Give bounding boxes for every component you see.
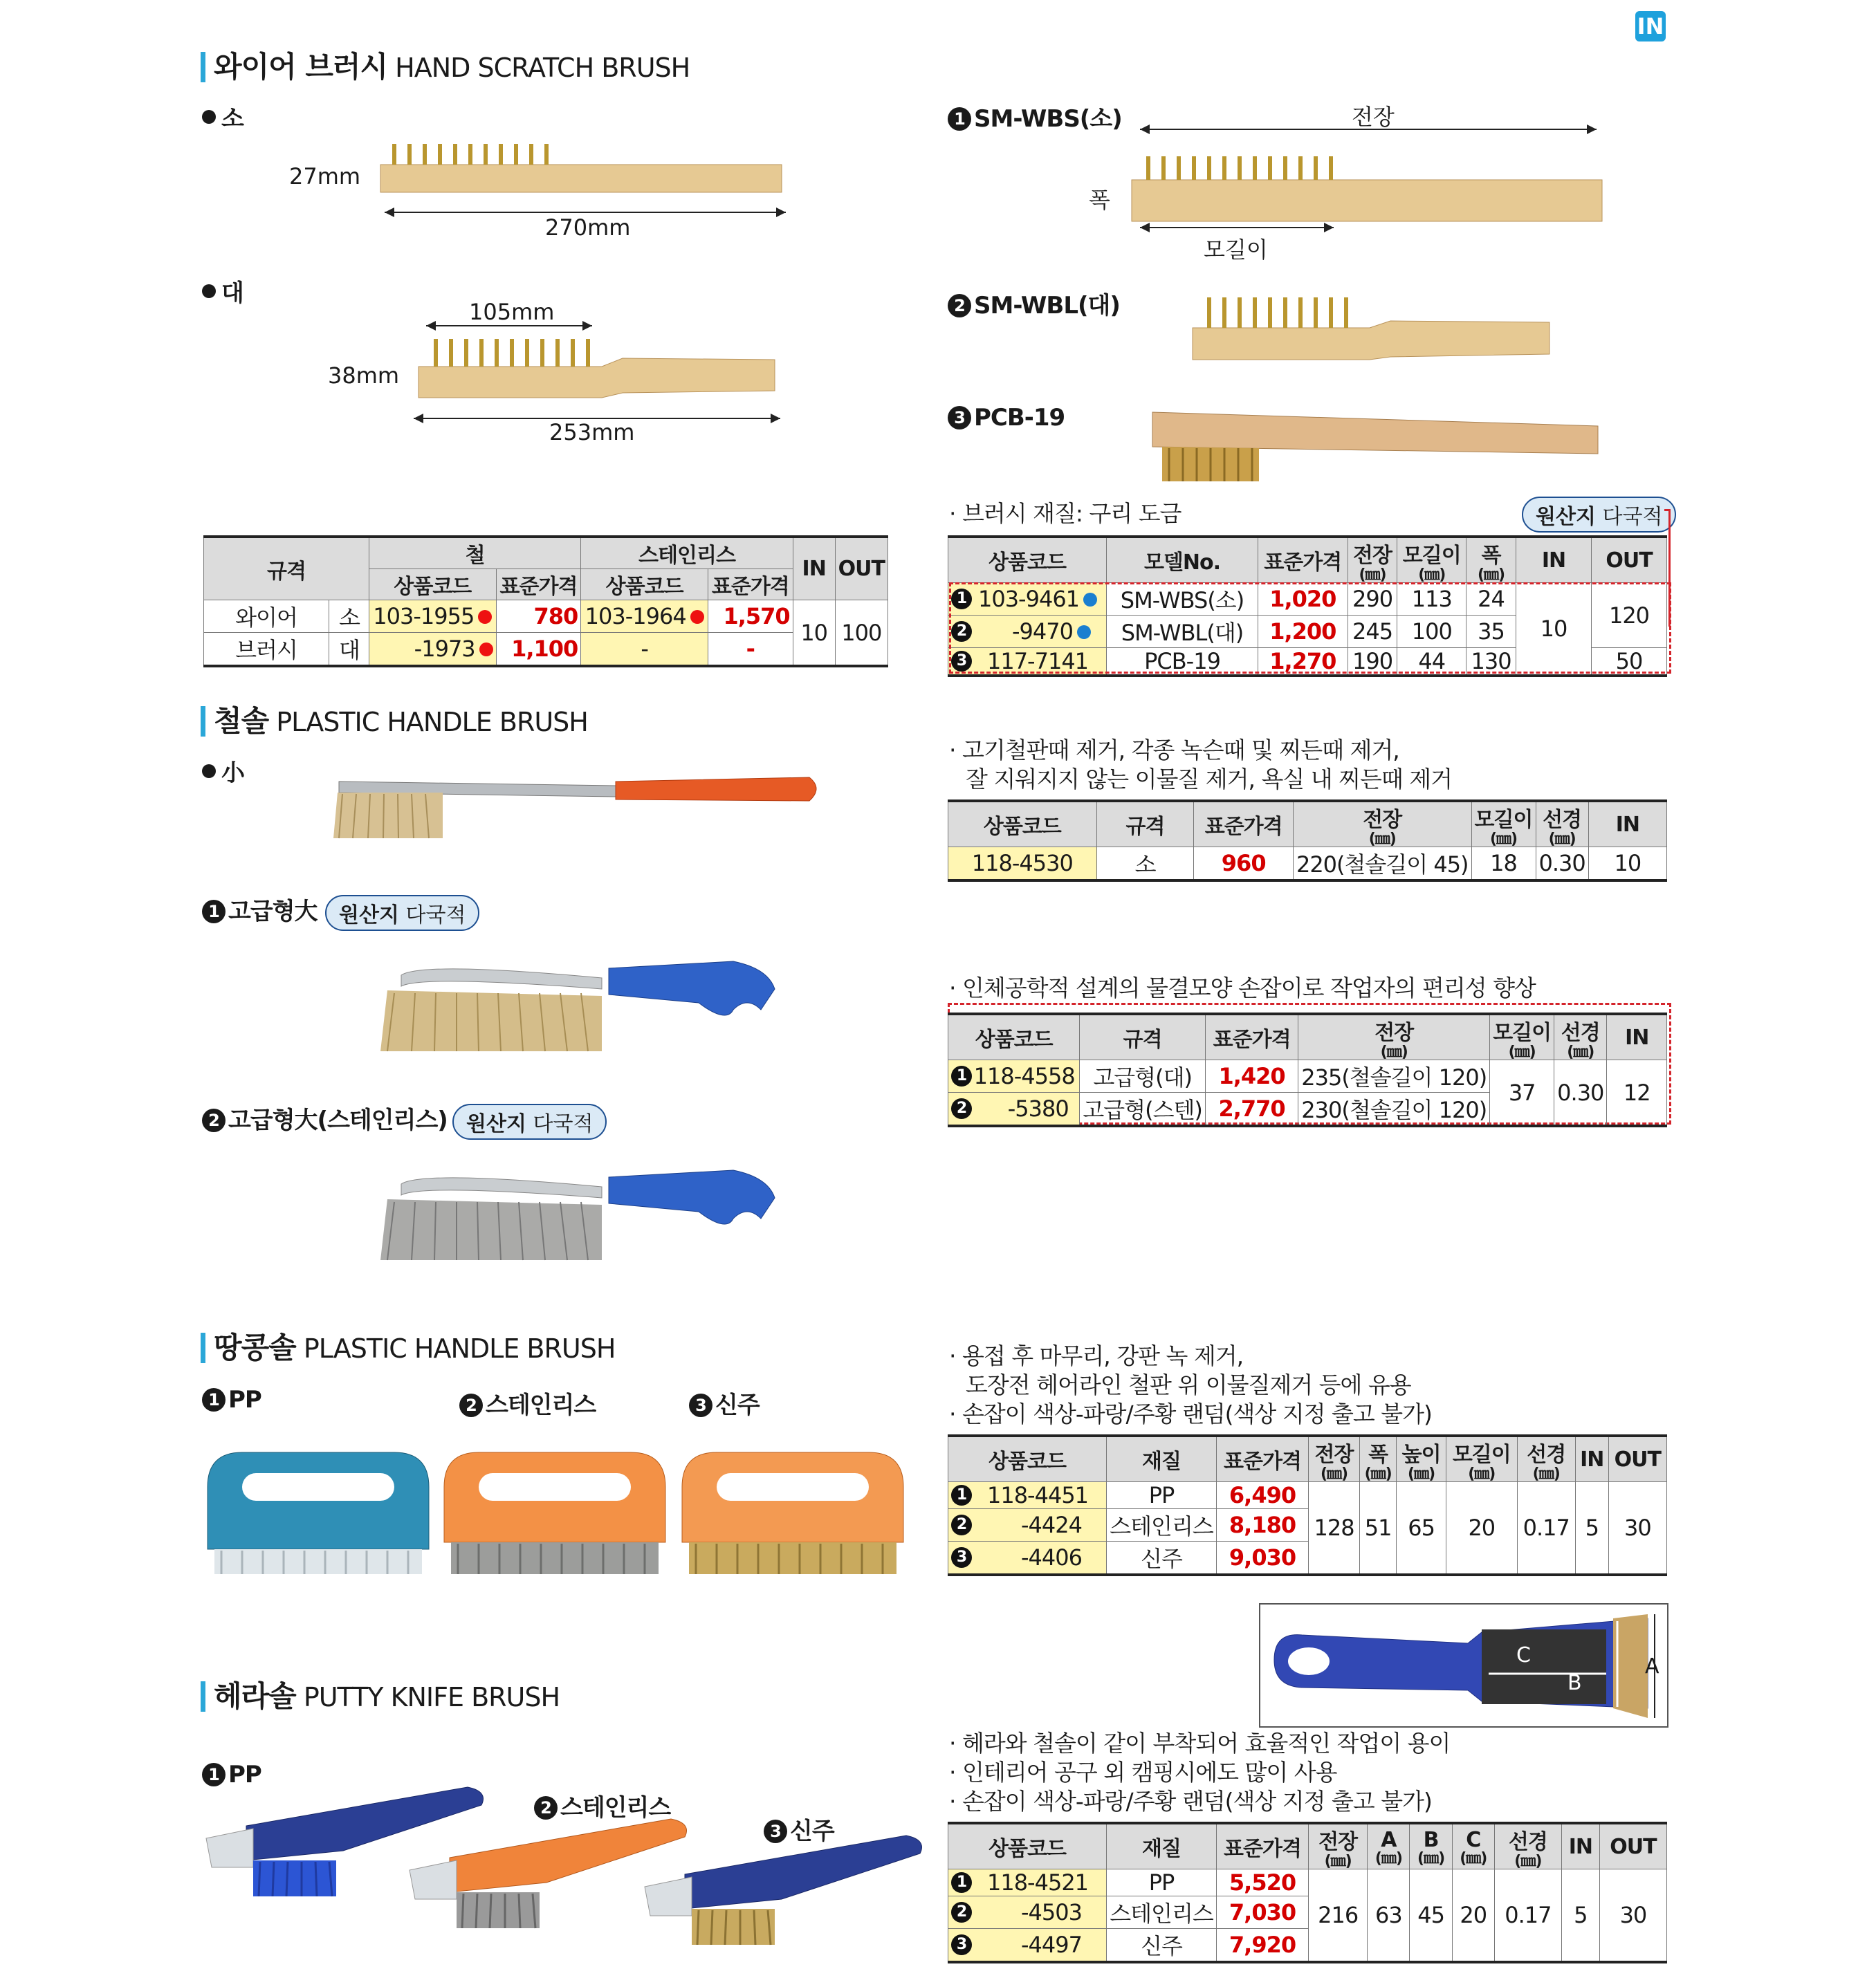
model-label-1: 1 SM-WBS(소) [948, 100, 1122, 133]
pcb-19-image [1148, 405, 1605, 486]
label-large: 대 [202, 274, 243, 308]
price-cell: 1,420 [1205, 1060, 1298, 1093]
price-cell: 9,030 [1217, 1542, 1309, 1575]
wire-cell: 0.30 [1554, 1060, 1607, 1127]
putty-note-3: · 손잡이 색상-파랑/주황 랜덤(색상 지정 출고 불가) [949, 1788, 1432, 1815]
product-name-cell: 와이어 소 [204, 600, 369, 633]
th-spec: 규격 [204, 537, 369, 600]
in-cell: 10 [1588, 847, 1666, 881]
length-cell: 245 [1348, 616, 1397, 648]
red-dot-icon [690, 610, 704, 624]
origin-badge: 원산지 다국적 [325, 895, 479, 931]
section-title-putty-knife-brush: 헤라솔 PUTTY KNIFE BRUSH [201, 1674, 560, 1715]
th-code: 상품코드 [948, 1823, 1107, 1869]
th-code: 상품코드 [948, 1014, 1080, 1060]
origin-badge: 원산지 다국적 [1522, 497, 1676, 533]
code-cell: 118-4530 [948, 847, 1097, 881]
th-in: IN [1607, 1014, 1667, 1060]
code-cell: 103-1964 [581, 600, 708, 633]
wire-cell: 0.17 [1517, 1482, 1575, 1575]
wire-brush-table [203, 535, 888, 667]
material-cell: 신주 [1107, 1929, 1217, 1963]
peanut-note-1: · 용접 후 마무리, 강판 녹 제거, [949, 1342, 1244, 1369]
section-title-plastic-handle-brush: 철솔 PLASTIC HANDLE BRUSH [201, 699, 588, 740]
th-code: 상품코드 [369, 569, 497, 600]
label-small: 小 [202, 754, 244, 788]
th-length: 전장 (㎜) [1309, 1823, 1368, 1869]
in-cell: 5 [1561, 1869, 1599, 1963]
th-in: IN [1575, 1436, 1608, 1482]
th-out: OUT [1608, 1436, 1666, 1482]
th-stainless: 스테인리스 [581, 537, 793, 569]
material-cell: 신주 [1107, 1542, 1217, 1575]
material-cell: PP [1107, 1482, 1217, 1509]
width-cell: 35 [1466, 616, 1516, 648]
th-price: 표준가격 [1205, 1014, 1298, 1060]
steel-brush-small-image [325, 761, 823, 844]
in-badge: IN [1635, 11, 1666, 41]
width-cell: 51 [1360, 1482, 1397, 1575]
model-label-3: 3 PCB-19 [948, 404, 1065, 432]
section-bar [201, 706, 205, 737]
dim-large-brush-width: 105mm [469, 299, 555, 325]
price-cell: 1,020 [1258, 583, 1348, 616]
th-out: OUT [835, 537, 888, 600]
steel-brush-note-1: · 고기철판때 제거, 각종 녹슨때 및 찌든때 제거, [949, 737, 1399, 764]
price-cell: 960 [1194, 847, 1294, 881]
th-price: 표준가격 [708, 569, 793, 600]
material-cell: PP [1107, 1869, 1217, 1896]
spec-cell: 고급형(대) [1080, 1060, 1206, 1093]
code-cell: 1 118-4451 [948, 1482, 1107, 1509]
width-cell: 24 [1466, 583, 1516, 616]
hair-cell: 44 [1397, 648, 1466, 676]
code-cell: -1973 [369, 633, 497, 667]
table-row [948, 1869, 1667, 1896]
price-cell: - [708, 633, 793, 667]
length-cell: 220(철솔길이 45) [1293, 847, 1471, 881]
section-title-ko: 와이어 브러시 [214, 50, 388, 84]
model-cell: SM-WBS(소) [1107, 583, 1258, 616]
th-code: 상품코드 [948, 1436, 1107, 1482]
table-row [948, 1482, 1667, 1509]
putty-brush-brass-image [643, 1833, 934, 1950]
red-dot-icon [479, 643, 493, 656]
product-name-cell: 브러시 대 [204, 633, 369, 667]
th-width: 폭 (㎜) [1466, 537, 1516, 583]
code-cell: - [581, 633, 708, 667]
length-cell: 235(철솔길이 120) [1298, 1060, 1490, 1093]
bullet-dot [202, 284, 216, 298]
code-cell: 1 103-9461 [948, 583, 1107, 616]
dim-label-width: 폭 [1089, 187, 1110, 213]
th-length: 전장 (㎜) [1348, 537, 1397, 583]
label-stainless: 2 스테인리스 [534, 1788, 670, 1822]
premium-brush-brass-image [374, 948, 789, 1065]
th-code: 상품코드 [948, 537, 1107, 583]
highlight-connector [1668, 509, 1671, 627]
putty-note-2: · 인테리어 공구 외 캠핑시에도 많이 사용 [949, 1759, 1337, 1786]
c-cell: 20 [1452, 1869, 1494, 1963]
dim-small-length: 270mm [545, 214, 631, 241]
hair-cell: 113 [1397, 583, 1466, 616]
bullet-dot [202, 764, 216, 778]
price-cell: 1,570 [708, 600, 793, 633]
peanut-brush-pp-image [201, 1445, 436, 1577]
dim-label-hair: 모길이 [1204, 237, 1268, 263]
th-length: 전장 (㎜) [1309, 1436, 1360, 1482]
dim-small-height: 27mm [289, 163, 361, 190]
table-row [204, 633, 888, 667]
code-cell: 3 -4406 [948, 1542, 1107, 1575]
spec-cell: 소 [1096, 847, 1194, 881]
th-length: 전장 (㎜) [1298, 1014, 1490, 1060]
diagram-label-a: A [1645, 1654, 1659, 1679]
dim-label-length: 전장 [1352, 104, 1395, 130]
label-brass: 3 신주 [689, 1386, 760, 1420]
section-title-en: HAND SCRATCH BRUSH [395, 53, 690, 83]
steel-brush-note-2: 잘 지워지지 않는 이물질 제거, 욕실 내 찌든때 제거 [966, 766, 1452, 793]
material-note: · 브러시 재질: 구리 도금 [949, 500, 1181, 527]
th-spec: 규격 [1080, 1014, 1206, 1060]
putty-brush-table [948, 1822, 1667, 1963]
price-cell: 7,920 [1217, 1929, 1309, 1963]
price-cell: 6,490 [1217, 1482, 1309, 1509]
bullet-dot [202, 110, 216, 124]
price-cell: 1,270 [1258, 648, 1348, 676]
price-cell: 2,770 [1205, 1093, 1298, 1127]
code-cell: 1 118-4558 [948, 1060, 1080, 1093]
th-spec: 규격 [1096, 801, 1194, 847]
hair-cell: 37 [1490, 1060, 1554, 1127]
dim-large-height: 38mm [328, 362, 400, 389]
ergonomic-note: · 인체공학적 설계의 물결모양 손잡이로 작업자의 편리성 향상 [949, 974, 1536, 1001]
th-height: 높이 (㎜) [1397, 1436, 1446, 1482]
putty-brush-diagram-image [1260, 1605, 1667, 1726]
label-premium-large: 1 고급형大 [202, 892, 318, 926]
peanut-note-3: · 손잡이 색상-파랑/주황 랜덤(색상 지정 출고 불가) [949, 1401, 1432, 1427]
diagram-label-b: B [1567, 1671, 1582, 1695]
sm-wbl-image [1190, 290, 1556, 362]
th-price: 표준가격 [496, 569, 581, 600]
section-bar [201, 52, 205, 82]
th-a: A (㎜) [1368, 1823, 1410, 1869]
model-cell: PCB-19 [1107, 648, 1258, 676]
peanut-note-2: 도장전 헤어라인 철판 위 이물질제거 등에 유용 [966, 1371, 1411, 1398]
code-cell: 3 117-7141 [948, 648, 1107, 676]
th-model: 모델No. [1107, 537, 1258, 583]
model-cell: SM-WBL(대) [1107, 616, 1258, 648]
wire-cell: 0.17 [1494, 1869, 1561, 1963]
putty-brush-diagram [1259, 1603, 1668, 1728]
price-cell: 1,200 [1258, 616, 1348, 648]
label-premium-stainless: 2 고급형大(스테인리스) [202, 1101, 448, 1135]
code-cell: 103-1955 [369, 600, 497, 633]
dim-large-length: 253mm [549, 419, 635, 445]
th-price: 표준가격 [1194, 801, 1294, 847]
premium-brush-table [948, 1013, 1667, 1127]
label-pp: 1 PP [202, 1761, 261, 1788]
th-hair: 모길이 (㎜) [1397, 537, 1466, 583]
in-cell: 10 [1516, 583, 1592, 676]
label-pp: 1 PP [202, 1386, 261, 1414]
in-cell: 12 [1607, 1060, 1667, 1127]
price-cell: 5,520 [1217, 1869, 1309, 1896]
length-cell: 230(철솔길이 120) [1298, 1093, 1490, 1127]
th-hair: 모길이 (㎜) [1446, 1436, 1517, 1482]
in-cell: 10 [793, 600, 835, 667]
section-title-peanut-brush: 땅콩솔 PLASTIC HANDLE BRUSH [201, 1325, 615, 1367]
th-in: IN [1561, 1823, 1599, 1869]
dim-arrow [426, 325, 592, 326]
code-cell: 2 -4503 [948, 1896, 1107, 1929]
length-cell: 128 [1309, 1482, 1360, 1575]
out-cell: 50 [1592, 648, 1667, 676]
th-b: B (㎜) [1410, 1823, 1452, 1869]
table-row [948, 1060, 1667, 1093]
a-cell: 63 [1368, 1869, 1410, 1963]
price-cell: 780 [496, 600, 581, 633]
out-cell: 100 [835, 600, 888, 667]
th-in: IN [1588, 801, 1666, 847]
label-brass: 3 신주 [764, 1812, 834, 1846]
peanut-brush-brass-image [675, 1445, 910, 1577]
th-out: OUT [1592, 537, 1667, 583]
th-code: 상품코드 [948, 801, 1097, 847]
wire-brush-large-image [415, 332, 782, 401]
peanut-brush-stainless-image [437, 1445, 672, 1577]
section-title-wire-brush [201, 44, 690, 86]
th-length: 전장 (㎜) [1293, 801, 1471, 847]
out-cell: 120 [1592, 583, 1667, 648]
th-price: 표준가격 [1217, 1436, 1309, 1482]
putty-note-1: · 헤라와 철솔이 같이 부착되어 효율적인 작업이 용이 [949, 1730, 1451, 1757]
height-cell: 65 [1397, 1482, 1446, 1575]
th-out: OUT [1599, 1823, 1666, 1869]
price-cell: 1,100 [496, 633, 581, 667]
table-row [948, 847, 1667, 881]
th-wire: 선경 (㎜) [1536, 801, 1588, 847]
origin-badge: 원산지 다국적 [452, 1104, 607, 1140]
th-wire: 선경 (㎜) [1494, 1823, 1561, 1869]
peanut-brush-table [948, 1434, 1667, 1576]
table-row [204, 600, 888, 633]
th-wire: 선경 (㎜) [1554, 1014, 1607, 1060]
code-cell: 2 -9470 [948, 616, 1107, 648]
code-cell: 2 -4424 [948, 1509, 1107, 1542]
th-width: 폭 (㎜) [1360, 1436, 1397, 1482]
th-code: 상품코드 [581, 569, 708, 600]
model-label-2: 2 SM-WBL(대) [948, 286, 1120, 320]
th-steel: 철 [369, 537, 581, 569]
th-hair: 모길이 (㎜) [1490, 1014, 1554, 1060]
premium-brush-stainless-image [374, 1156, 789, 1274]
material-cell: 스테인리스 [1107, 1896, 1217, 1929]
wire-cell: 0.30 [1536, 847, 1588, 881]
diagram-label-c: C [1516, 1643, 1531, 1667]
section-bar [201, 1333, 205, 1363]
code-cell: 1 118-4521 [948, 1869, 1107, 1896]
length-cell: 216 [1309, 1869, 1368, 1963]
th-wire: 선경 (㎜) [1517, 1436, 1575, 1482]
th-c: C (㎜) [1452, 1823, 1494, 1869]
label-stainless: 2 스테인리스 [459, 1386, 596, 1420]
th-in: IN [793, 537, 835, 600]
width-cell: 130 [1466, 648, 1516, 676]
price-cell: 7,030 [1217, 1896, 1309, 1929]
red-dot-icon [478, 610, 492, 624]
price-cell: 8,180 [1217, 1509, 1309, 1542]
steel-brush-table [948, 799, 1667, 882]
label-small: 소 [202, 100, 243, 133]
dim-arrow [1140, 227, 1334, 228]
th-material: 재질 [1107, 1823, 1217, 1869]
out-cell: 30 [1608, 1482, 1666, 1575]
code-cell: 3 -4497 [948, 1929, 1107, 1963]
spec-cell: 고급형(스텐) [1080, 1093, 1206, 1127]
wire-brush-small-image [374, 138, 789, 194]
highlight-box [949, 582, 1671, 674]
material-cell: 스테인리스 [1107, 1509, 1217, 1542]
th-hair: 모길이 (㎜) [1471, 801, 1536, 847]
in-cell: 5 [1575, 1482, 1608, 1575]
th-price: 표준가격 [1217, 1823, 1309, 1869]
b-cell: 45 [1410, 1869, 1452, 1963]
length-cell: 290 [1348, 583, 1397, 616]
hair-cell: 20 [1446, 1482, 1517, 1575]
hair-cell: 100 [1397, 616, 1466, 648]
length-cell: 190 [1348, 648, 1397, 676]
code-cell: 2 -5380 [948, 1093, 1080, 1127]
th-material: 재질 [1107, 1436, 1217, 1482]
out-cell: 30 [1599, 1869, 1666, 1963]
th-price: 표준가격 [1258, 537, 1348, 583]
section-bar [201, 1681, 205, 1712]
th-in: IN [1516, 537, 1592, 583]
sm-wbs-image [1128, 152, 1605, 228]
hair-cell: 18 [1471, 847, 1536, 881]
dim-arrow [385, 212, 786, 213]
